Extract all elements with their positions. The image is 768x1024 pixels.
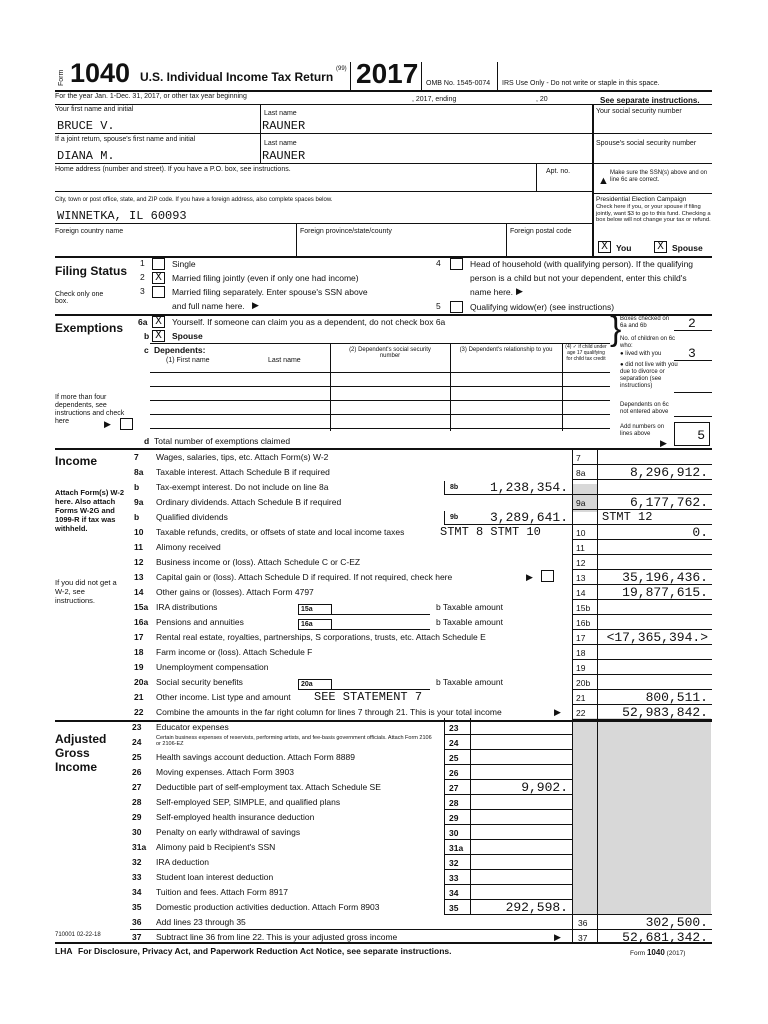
income-line-text: Combine the amounts in the far right column for lines 7 through 21. This is your total income [156, 707, 502, 717]
agi-line-num: 34 [132, 887, 142, 897]
income-line-box-label: 14 [576, 588, 586, 598]
footer-form-year: (2017) [666, 950, 686, 957]
income-line-num: 18 [134, 647, 144, 657]
spouse-first-value[interactable]: DIANA M. [57, 149, 115, 163]
arrow-icon: ▶ [104, 419, 111, 429]
ending-20-label: , 20 [536, 96, 548, 103]
agi-line-text: Certain business expenses of reservists, performing artists, and fee-basis government officials. Attach Form 2106 or 2106-EZ [156, 735, 432, 747]
income-line-num: 21 [134, 692, 144, 702]
income-line-num: 20a [134, 677, 149, 687]
agi-line-num: 24 [132, 737, 142, 747]
agi-line-num: 27 [132, 782, 142, 792]
income-line-num: 17 [134, 632, 144, 642]
attach-w2-note: Attach Form(s) W-2 here. Also attach Forms W-2G and 1099-R if tax was withheld. [55, 488, 125, 533]
agi-line-text: Tuition and fees. Attach Form 8917 [156, 887, 288, 897]
taxable-amount-label: b Taxable amount [436, 617, 503, 627]
income-line-box-label: 21 [576, 693, 586, 703]
income-line-text: Social security benefits [156, 677, 243, 687]
income-line-text: Taxable interest. Attach Schedule B if required [156, 467, 330, 477]
campaign-title: Presidential Election Campaign [596, 196, 687, 203]
income-line-text: Wages, salaries, tips, etc. Attach Form(s) W-2 [156, 452, 329, 462]
form-code: (99) [336, 66, 347, 72]
agi-line-box: 25 [449, 753, 459, 763]
agi-line-text: IRA deduction [156, 857, 209, 867]
form-number: 1040 [70, 58, 131, 88]
foreign-province-label: Foreign province/state/county [300, 228, 392, 235]
arrow-icon: ▶ [526, 572, 533, 582]
agi-line-text: Add lines 23 through 35 [156, 917, 246, 927]
agi-line-num: 25 [132, 752, 142, 762]
statement-ref: STMT 8 STMT 10 [440, 525, 541, 539]
last-name-label: Last name [264, 110, 297, 117]
more-than-four-note: If more than four dependents, see instructions and check here [55, 394, 125, 425]
agi-title-1: Adjusted [55, 732, 107, 746]
foreign-country-label: Foreign country name [55, 228, 124, 235]
income-line-num: 14 [134, 587, 144, 597]
agi-line-box: 29 [449, 813, 459, 823]
no-w2-note: If you did not get a W-2, see instructions. [55, 578, 117, 605]
arrow-icon: ▶ [554, 932, 561, 942]
agi-line-box: 35 [449, 903, 459, 913]
income-sub-label: 16a [298, 619, 332, 630]
income-line-text: IRA distributions [156, 602, 218, 612]
more-than-four-checkbox[interactable] [120, 418, 133, 430]
agi-line-text: Deductible part of self-employment tax. Attach Schedule SE [156, 782, 381, 792]
income-title: Income [55, 454, 98, 468]
6a-num: 6a [138, 317, 148, 327]
first-name-value[interactable]: BRUCE V. [57, 119, 115, 133]
income-line-box-label: 22 [576, 708, 586, 718]
see-instructions: See separate instructions. [600, 96, 700, 105]
foreign-postal-label: Foreign postal code [510, 228, 572, 235]
income-line-box-label: 8a [576, 468, 586, 478]
tax-year: 2017 [356, 58, 419, 89]
income-line-num: 11 [134, 542, 143, 552]
yourself-label: Yourself. If someone can claim you as a dependent, do not check box 6a [172, 317, 446, 327]
agi-line-amount[interactable]: 302,500. [645, 915, 708, 930]
form-side-label: Form [58, 69, 65, 86]
income-line-text: Other income. List type and amount [156, 692, 291, 702]
ssn-note: Make sure the SSN(s) above and on line 6c are correct. [610, 170, 708, 183]
ending-label: , 2017, ending [412, 96, 457, 103]
dep-col2: (2) Dependent's social security number [349, 347, 431, 359]
income-line-num: 16a [134, 617, 149, 627]
city-label: City, town or post office, state, and ZIP code. If you have a foreign address, also complete spaces below. [55, 197, 333, 203]
income-line-box-label: 9a [576, 498, 586, 508]
agi-line-amount[interactable]: 52,681,342. [622, 930, 708, 945]
agi-line-text: Educator expenses [156, 722, 229, 732]
qw-label: Qualifying widow(er) (see instructions) [470, 302, 615, 312]
agi-line-amount[interactable]: 292,598. [505, 900, 568, 915]
arrow-icon: ▶ [554, 707, 561, 717]
agi-line-text: Moving expenses. Attach Form 3903 [156, 767, 294, 777]
income-line-text: Ordinary dividends. Attach Schedule B if required [156, 497, 342, 507]
statement-ref: STMT 12 [602, 510, 653, 524]
agi-line-num: 23 [132, 722, 142, 732]
agi-line-num: 37 [132, 932, 142, 942]
campaign-you-label: You [616, 243, 632, 253]
yourself-checkbox[interactable]: X [152, 316, 165, 328]
city-value[interactable]: WINNETKA, IL 60093 [57, 209, 187, 223]
add-label: Add numbers on lines above [620, 424, 665, 437]
mfs-label-2: and full name here. [172, 301, 245, 311]
agi-title [55, 732, 106, 774]
children-label: No. of children on 6c who: [620, 336, 676, 349]
agi-line-num: 36 [132, 917, 142, 927]
first-name-label: Your first name and initial [55, 106, 134, 113]
income-line-text: Capital gain or (loss). Attach Schedule D if required. If not required, check here [156, 572, 453, 582]
income-line-num: 22 [134, 707, 144, 717]
spouse-first-label: If a joint return, spouse's first name and initial [55, 136, 196, 143]
hoh-checkbox[interactable] [450, 258, 463, 270]
income-line-num: 8a [134, 467, 144, 477]
opt3-num: 3 [140, 286, 145, 296]
agi-line-box: 24 [449, 738, 459, 748]
form-title: U.S. Individual Income Tax Return [140, 70, 334, 84]
agi-line-num: 30 [132, 827, 142, 837]
campaign-you-checkbox[interactable]: X [598, 241, 611, 253]
agi-line-num: 32 [132, 857, 142, 867]
income-line-text: Other gains or (losses). Attach Form 4797 [156, 587, 314, 597]
income-line-box-label: 11 [576, 543, 585, 553]
agi-line-box: 32 [449, 858, 459, 868]
agi-line-box: 30 [449, 828, 459, 838]
mfs-label: Married filing separately. Enter spouse's SSN above [172, 287, 368, 297]
agi-line-amount[interactable]: 9,902. [521, 780, 568, 795]
income-sub-label: 15a [298, 604, 332, 615]
income-sub-label: 8b [450, 484, 459, 491]
spouse-checkbox[interactable]: X [152, 330, 165, 342]
income-line-amount[interactable]: 800,511. [645, 690, 708, 705]
income-line-num: 12 [134, 557, 144, 567]
opt2-num: 2 [140, 272, 145, 282]
footer-form [630, 948, 685, 957]
footer-form-label: Form [630, 950, 646, 957]
income-line-box-label: 20b [576, 678, 591, 688]
dep-col3: (3) Dependent's relationship to you [459, 347, 553, 353]
notlive-text: did not live with you due to divorce or separation (see instructions) [620, 362, 678, 389]
total-exemptions-value[interactable]: 5 [674, 422, 710, 446]
opt5-num: 5 [436, 301, 441, 311]
address-label: Home address (number and street). If you have a P.O. box, see instructions. [55, 166, 291, 173]
hoh-label-2: person is a child but not your dependent, enter this child's [470, 273, 687, 283]
6d-num: d [144, 436, 150, 446]
income-line-text: Alimony received [156, 542, 221, 552]
brace-icon: } [610, 310, 622, 348]
agi-line-text: Self-employed SEP, SIMPLE, and qualified plans [156, 797, 341, 807]
agi-line-text: Alimony paid b Recipient's SSN [156, 842, 276, 852]
omb-number: OMB No. 1545-0074 [426, 80, 491, 87]
income-line-num: 13 [134, 572, 144, 582]
campaign-spouse-checkbox[interactable]: X [654, 241, 667, 253]
last-name-value[interactable]: RAUNER [262, 119, 306, 133]
deps-label: Dependents on 6c not entered above [620, 402, 669, 415]
campaign-text: Check here if you, or your spouse if filing jointly, want $3 to go to this fund. Checking a box below will not change your tax or refund. [596, 204, 711, 223]
income-line-amount[interactable]: 0. [692, 525, 708, 540]
single-label: Single [172, 259, 196, 269]
qw-checkbox[interactable] [450, 301, 463, 313]
income-line-box-label: 18 [576, 648, 586, 658]
income-line-text: Farm income or (loss). Attach Schedule F [156, 647, 313, 657]
agi-line-box: 26 [449, 768, 459, 778]
lived-text: lived with you [625, 351, 662, 357]
income-line-text: Pensions and annuities [156, 617, 244, 627]
income-line-num: 9a [134, 497, 144, 507]
opt1-num: 1 [140, 258, 145, 268]
schedule-d-checkbox[interactable] [541, 570, 554, 582]
income-sub-label: 9b [450, 514, 459, 521]
agi-line-box: 23 [449, 723, 459, 733]
income-line-amount[interactable]: <17,365,394.> [606, 630, 708, 645]
footer-code: 710001 02-22-18 [55, 932, 101, 938]
income-line-num: 19 [134, 662, 144, 672]
tax-year-line: For the year Jan. 1-Dec. 31, 2017, or other tax year beginning [55, 93, 247, 100]
agi-line-text: Health savings account deduction. Attach Form 8889 [156, 752, 355, 762]
single-checkbox[interactable] [152, 258, 165, 270]
6b-num: b [144, 331, 150, 341]
agi-line-box: 34 [449, 888, 459, 898]
dep-col4: (4) ✓ if child under age 17 qualifying for child tax credit [565, 344, 607, 362]
mfj-label: Married filing jointly (even if only one had income) [172, 273, 359, 283]
lha-label: LHA [55, 946, 73, 956]
income-line-amount[interactable]: 35,196,436. [622, 570, 708, 585]
footer-form-num: 1040 [646, 948, 665, 957]
income-line-box-label: 16b [576, 618, 591, 628]
income-sub-amount[interactable]: 1,238,354. [489, 480, 568, 495]
income-line-num: 15a [134, 602, 149, 612]
spouse-ex-label: Spouse [172, 331, 203, 341]
income-line-text: Unemployment compensation [156, 662, 269, 672]
income-line-amount[interactable]: 19,877,615. [622, 585, 708, 600]
income-line-num: 10 [134, 527, 144, 537]
agi-line-num: 28 [132, 797, 142, 807]
income-sub-label: 20a [298, 679, 332, 690]
income-line-box-label: 17 [576, 633, 586, 643]
agi-line-num: 29 [132, 812, 142, 822]
income-line-num: b [134, 512, 140, 522]
income-line-text: Tax-exempt interest. Do not include on line 8a [156, 482, 329, 492]
hoh-label: Head of household (with qualifying person). If the qualifying [470, 259, 694, 269]
agi-line-text: Domestic production activities deduction. Attach Form 8903 [156, 902, 380, 912]
agi-line-text: Student loan interest deduction [156, 872, 274, 882]
agi-line-num: 31a [132, 842, 147, 852]
spouse-last-label: Last name [264, 140, 297, 147]
agi-line-box: 27 [449, 783, 459, 793]
spouse-ssn-label: Spouse's social security number [596, 140, 697, 147]
agi-line-num: 33 [132, 872, 142, 882]
income-line-text: Rental real estate, royalties, partnerships, S corporations, trusts, etc. Attach Schedule E [156, 632, 486, 642]
agi-line-text: Subtract line 36 from line 22. This is your adjusted gross income [156, 932, 398, 942]
lived-label: ● lived with you [620, 351, 662, 357]
mfs-checkbox[interactable] [152, 286, 165, 298]
disclosure-notice: For Disclosure, Privacy Act, and Paperwork Reduction Act Notice, see separate instructions. [78, 946, 452, 956]
dep-col1b: Last name [268, 357, 301, 364]
boxes-checked-value[interactable]: 2 [688, 316, 696, 331]
boxes-checked-label: Boxes checked on 6a and 6b [620, 316, 670, 329]
filing-status-title: Filing Status [55, 264, 127, 278]
arrow-icon: ▶ [660, 438, 667, 448]
income-line-amount[interactable]: 8,296,912. [629, 465, 708, 480]
arrow-icon: ▶ [252, 300, 259, 310]
agi-line-box: 31a [449, 843, 464, 853]
ssn-label: Your social security number [596, 108, 682, 115]
lived-value[interactable]: 3 [688, 346, 696, 361]
taxable-amount-label: b Taxable amount [436, 677, 503, 687]
total-exemptions-label: Total number of exemptions claimed [154, 436, 291, 446]
caution-icon: ▲ [598, 175, 609, 187]
income-line-box-label: 13 [576, 573, 586, 583]
agi-title-3: Income [55, 760, 98, 774]
income-line-box-label: 19 [576, 663, 586, 673]
dependents-label: Dependents: [154, 345, 206, 355]
income-line-box-label: 15b [576, 603, 591, 613]
apt-label: Apt. no. [546, 168, 571, 175]
campaign-spouse-label: Spouse [672, 243, 703, 253]
agi-line-box: 37 [578, 933, 588, 943]
agi-line-box: 28 [449, 798, 459, 808]
hoh-label-3: name here. [470, 287, 513, 297]
agi-line-box: 36 [578, 918, 588, 928]
income-line-text: Business income or (loss). Attach Schedule C or C-EZ [156, 557, 361, 567]
income-line-text: Taxable refunds, credits, or offsets of state and local income taxes [156, 527, 405, 537]
taxable-amount-label: b Taxable amount [436, 602, 503, 612]
agi-title-2: Gross [55, 746, 90, 760]
agi-line-num: 35 [132, 902, 142, 912]
irs-use-only: IRS Use Only - Do not write or staple in this space. [502, 80, 660, 87]
income-line-num: b [134, 482, 140, 492]
income-line-box-label: 12 [576, 558, 586, 568]
check-only-note: Check only one box. [55, 291, 104, 305]
spouse-last-value[interactable]: RAUNER [262, 149, 306, 163]
agi-line-box: 33 [449, 873, 459, 883]
income-line-box-label: 7 [576, 453, 581, 463]
6c-num: c [144, 345, 149, 355]
agi-line-text: Penalty on early withdrawal of savings [156, 827, 301, 837]
agi-line-num: 26 [132, 767, 142, 777]
income-sub-amount[interactable]: 3,289,641. [489, 510, 568, 525]
opt4-num: 4 [436, 258, 441, 268]
arrow-icon: ▶ [516, 286, 523, 296]
income-line-amount[interactable]: 6,177,762. [629, 495, 708, 510]
income-line-num: 7 [134, 452, 139, 462]
notlive-label: ● did not live with you due to divorce or separation (see instructions) [620, 362, 678, 389]
mfj-checkbox[interactable]: X [152, 272, 165, 284]
agi-line-text: Self-employed health insurance deduction [156, 812, 315, 822]
income-line-amount[interactable]: 52,983,842. [622, 705, 708, 720]
income-line-text: Qualified dividends [156, 512, 228, 522]
income-line-box-label: 10 [576, 528, 586, 538]
exemptions-title: Exemptions [55, 321, 124, 335]
other-income-detail: SEE STATEMENT 7 [314, 690, 423, 704]
dep-col1: (1) First name [166, 357, 210, 364]
